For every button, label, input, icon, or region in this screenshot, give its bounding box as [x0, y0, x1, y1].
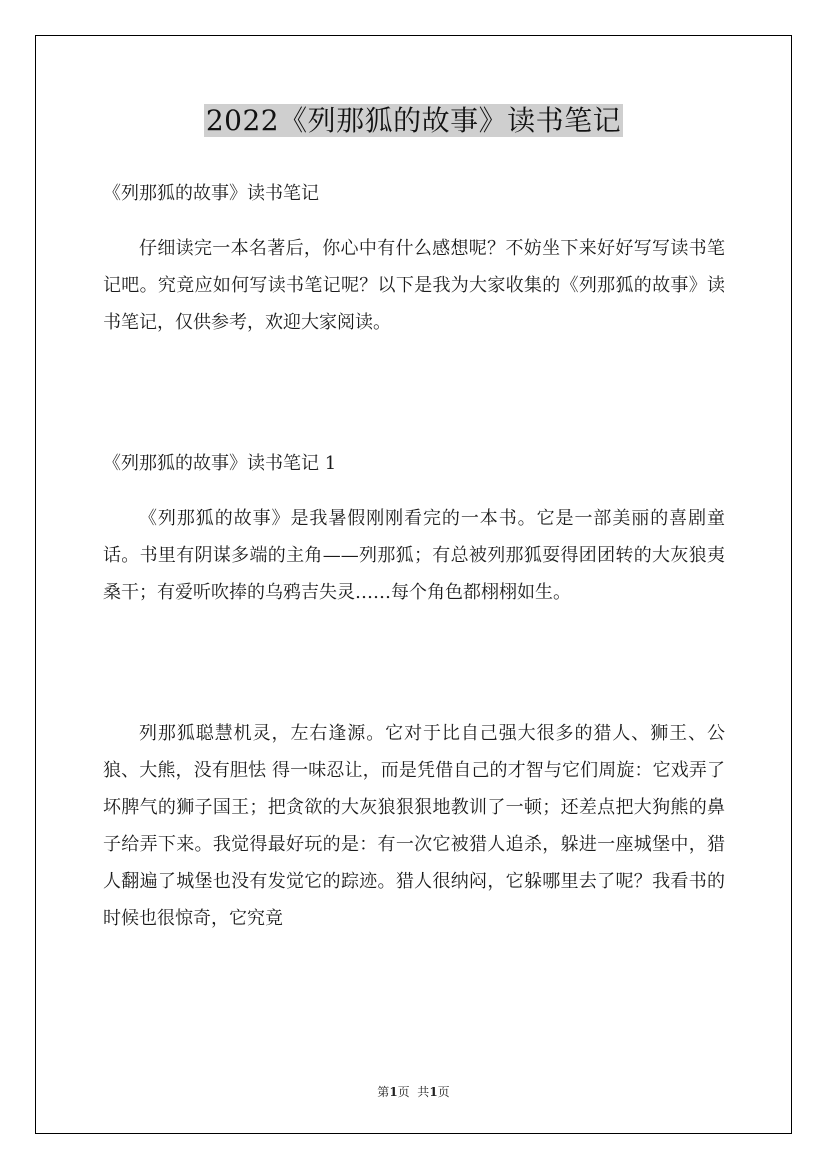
section-1-paragraph-2: 列那狐聪慧机灵，左右逢源。它对于比自己强大很多的猎人、狮王、公狼、大熊，没有胆怯 得一味忍让，而是凭借自己的才智与它们周旋：它戏弄了坏脾气的狮子国王；把贪欲的大灰狼狠狠地教训了一顿；还差点把大狗熊的鼻子给弄下来。我觉得最好玩的是：有一次它被猎人追杀，躲进一座城堡中，猎人翻遍了城堡也没有发觉它的踪迹。猎人很纳闷，它躲哪里去了呢？我看书的时候也很惊奇，它究竟	[103, 723, 725, 929]
footer-page-total: 1	[429, 1085, 438, 1099]
section-1-heading: 《列那狐的故事》读书笔记 1	[103, 453, 337, 474]
footer-page-mid: 页 共	[397, 1085, 430, 1099]
document-title-text: 2022《列那狐的故事》读书笔记	[205, 104, 622, 137]
page-footer	[0, 1083, 827, 1100]
footer-page-prefix: 第	[377, 1085, 390, 1099]
intro-heading: 《列那狐的故事》读书笔记	[103, 183, 319, 204]
document-title	[0, 100, 827, 142]
intro-paragraph: 仔细读完一本名著后，你心中有什么感想呢？不妨坐下来好好写写读书笔记吧。究竟应如何写读书笔记呢？以下是我为大家收集的《列那狐的故事》读书笔记，仅供参考，欢迎大家阅读。	[103, 238, 725, 333]
section-1-paragraph-1: 《列那狐的故事》是我暑假刚刚看完的一本书。它是一部美丽的喜剧童话。书里有阴谋多端的主角——列那狐；有总被列那狐耍得团团转的大灰狼夷桑干；有爱听吹捧的乌鸦吉失灵……每个角色都栩栩如生。	[103, 508, 725, 603]
footer-page-suffix: 页	[437, 1085, 450, 1099]
footer-page-current: 1	[389, 1085, 398, 1099]
